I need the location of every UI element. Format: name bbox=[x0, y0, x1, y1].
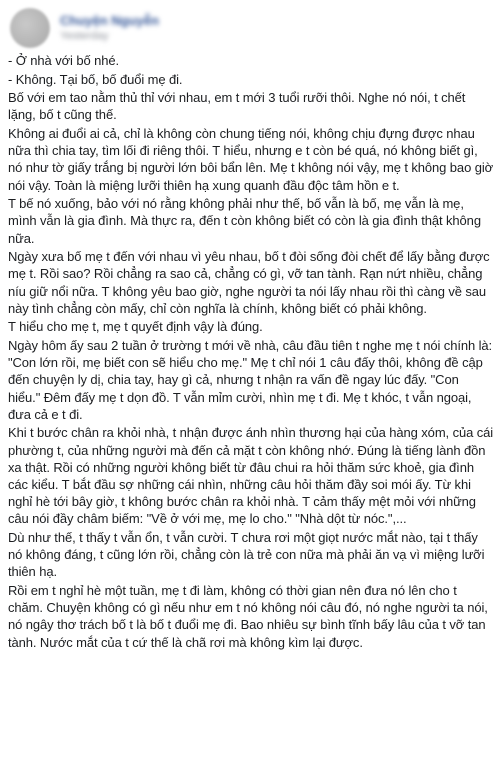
avatar[interactable] bbox=[10, 8, 50, 48]
paragraph: Bố với em tao nằm thủ thỉ với nhau, em t mới 3 tuổi rưỡi thôi. Nghe nó nói, t chết lặng, bố t cũng thế. bbox=[8, 90, 466, 123]
author-name[interactable]: Chuyện Nguyễn bbox=[60, 13, 159, 28]
paragraph: Dù như thế, t thấy t vẫn ổn, t vẫn cười. T chưa rơi một giọt nước mắt nào, tại t thấy nó không đáng, t cũng lớn rồi, chẳng còn là trẻ con nữa mà phải ăn vạ vì miệng lưỡi thiên hạ. bbox=[8, 530, 485, 580]
post-body bbox=[8, 52, 494, 652]
paragraph: Không ai đuổi ai cả, chỉ là không còn chung tiếng nói, không chịu đựng được nhau nữa thì chia tay, tìm lối đi riêng thôi. T hiểu, nhưng e t còn bé quá, nó không biết gì, nó như tờ giấy trắng bị người lớn bôi bẩn lên. Mẹ t không nói vậy, mẹ t không bao giờ nói vậy. Toàn là miệng lưỡi thiên hạ xung quanh đầu độc tâm hồn e t. bbox=[8, 125, 494, 193]
paragraph: - Không. Tại bố, bố đuổi mẹ đi. bbox=[8, 71, 183, 87]
paragraph: T bế nó xuống, bảo với nó rằng không phải như thế, bố vẫn là bố, mẹ vẫn là mẹ, mình vẫn là gia đình. Mà thực ra, đến t còn không biết có còn là gia đình thật không nữa. bbox=[8, 196, 481, 246]
paragraph: Khi t bước chân ra khỏi nhà, t nhận được ánh nhìn thương hại của hàng xóm, của cái phường t, của những người mà đến cả mặt t còn không nhớ. Đúng là tiếng lành đồn xa thật. Rồi có những người không biết từ đâu chui ra hỏi thăm sức khoẻ, gia đình các kiểu. T bắt đầu sợ những cái nhìn, những câu hỏi thăm đầy soi mói ấy. Từ khi nghỉ hè tới bây giờ, t không bước chân ra khỏi nhà. T cảm thấy mệt mỏi với những câu nói đầy châm biếm: "Về ở với mẹ, mẹ lo cho." "Nhà dột từ nóc.",... bbox=[8, 425, 494, 527]
post-header bbox=[10, 8, 159, 48]
paragraph: Rồi em t nghỉ hè một tuần, mẹ t đi làm, không có thời gian nên đưa nó lên cho t chăm. Chuyện không có gì nếu như em t nó không nói câu đó, nó nghe người ta nói, nó ngây thơ trách bố t là bố t đuổi mẹ đi. Bao nhiêu sự bình tĩnh bấy lâu của t vỡ tan tành. Nước mắt của t cứ thế là chã rơi mà không kìm lại được. bbox=[8, 583, 488, 650]
post-time[interactable]: Yesterday bbox=[60, 30, 109, 42]
paragraph: - Ở nhà với bố nhé. bbox=[8, 53, 119, 68]
paragraph: Ngày hôm ấy sau 2 tuần ở trường t mới về nhà, câu đầu tiên t nghe mẹ t nói chính là: "Con lớn rồi, mẹ biết con sẽ hiểu cho mẹ." Mẹ t chỉ nói 1 câu đấy thôi, không đề cập đến chuyện ly dị, chia tay, hay gì cả, nhưng t nhận ra vấn đề ngay lúc đấy. "Con hiểu." Đêm đấy mẹ t dọn đồ. T vẫn mỉm cười, nhìn mẹ t đi. Mẹ t khóc, t vẫn ngoại, đưa cả e t đi. bbox=[8, 337, 493, 422]
paragraph: Ngày xưa bố mẹ t đến với nhau vì yêu nhau, bố t đòi sống đòi chết để lấy bằng được mẹ t. Rồi sao? Rồi chẳng ra sao cả, chẳng có gì, vỡ tan tành. Rạn nứt nhiều, chẳng níu giữ nổi nữa. T không yêu bao giờ, nghe người ta nói lấy nhau rồi thì càng về sau này tình chẳng còn mấy, chỉ còn nghĩa là chính, không biết có phải không. bbox=[8, 249, 490, 316]
post-meta bbox=[60, 13, 159, 43]
paragraph: T hiểu cho mẹ t, mẹ t quyết định vậy là đúng. bbox=[8, 319, 263, 335]
